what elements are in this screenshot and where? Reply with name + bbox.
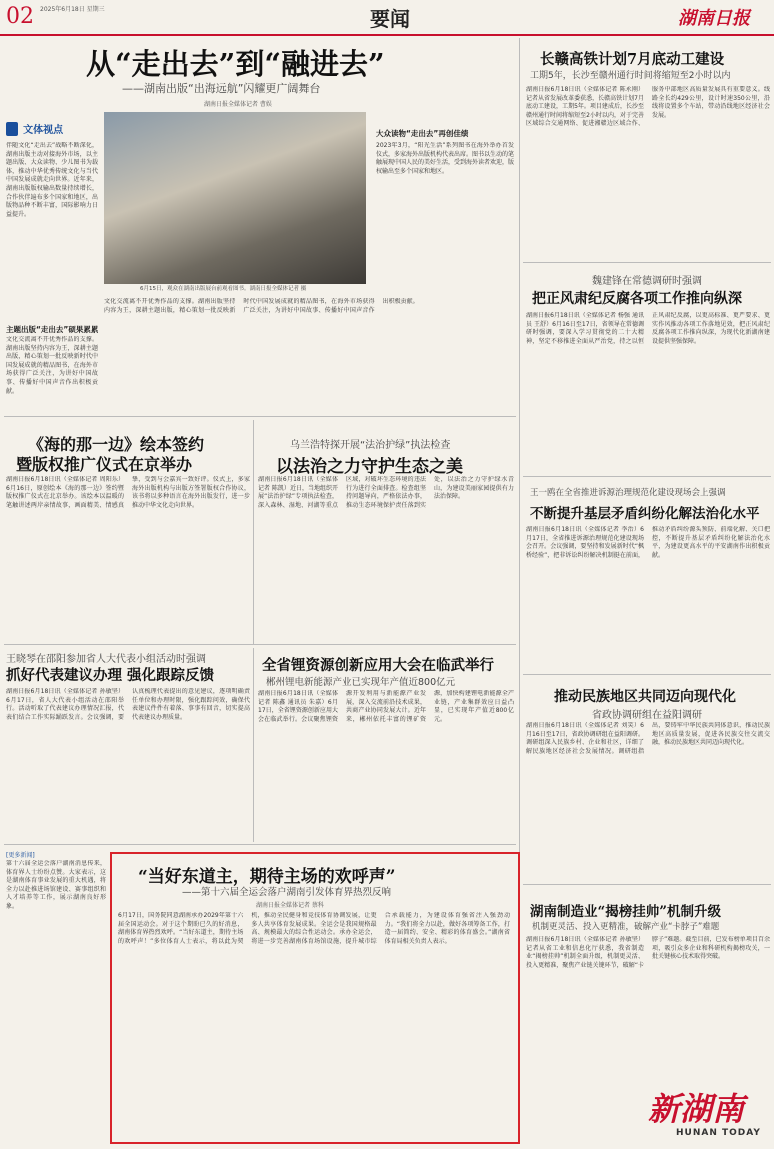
sea-title-line2: 暨版权推广仪式在京举办 <box>16 455 193 474</box>
rail-divider-2 <box>523 476 771 477</box>
culture-icon <box>6 122 18 136</box>
footer-logo: 新湖南 <box>648 1090 745 1128</box>
sidebar-body: 第十六届全运会落户湖南消息传来，体育界人士纷纷点赞。大家表示，这是湖南体育事业发展的重大机遇，将全力以赴推进场馆建设、赛事组织和人才培养等工作，展示湖南良好形象。 <box>6 860 106 910</box>
lead-body-2: 文化交流离不开优秀作品的支撑。湖南出版坚持内容为王，深耕主题出版，精心策划一批反映新时代中国发展成就的精品图书，在海外市场获得广泛关注，为讲好中国故事、传播好中国声音作出积极贡献。 <box>6 336 98 395</box>
rail-a4-subtitle: 省政协调研组在益阳调研 <box>592 710 702 721</box>
lead-body-1: 伴随文化“走出去”战略不断深化，湖南出版主动对接海外市场，以主题出版、大众读物、少儿图书为载体，推动中华优秀传统文化与当代中国发展成就走向世界。近年来，湖南出版版权输出数量持续增长，合作伙伴遍布多个国家和地区，出版物品种不断丰富，国际影响力日益提升。 <box>6 142 98 218</box>
lead-section-head-2: 大众读物“走出去”再创佳绩 <box>376 129 469 138</box>
section-title: 要闻 <box>370 7 410 31</box>
rep-title: 抓好代表建议办理 强化跟踪反馈 <box>6 667 215 684</box>
sea-body: 湖南日报6月18日讯（全媒体记者 周阳乐）6月16日，原创绘本《海的那一边》签约暨版权推广仪式在北京举办。该绘本以温暖的笔触讲述两岸亲情故事，画面精美、情感真挚，受到与会嘉宾一致好评。仪式上，多家海外出版机构与出版方签署版权合作协议，该书将以多种语言在海外出版发行，进一步推动中华文化走向世界。 <box>6 476 250 509</box>
lead-subtitle: ——湖南出版“出海远航”闪耀更广阔舞台 <box>122 82 321 95</box>
rail-a5-body: 湖南日报6月18日讯（全媒体记者 孙敏坚）记者从省工业和信息化厅获悉，我省制造业“揭榜挂帅”机制全面升级，机制更灵活、投入更精准，聚焦产业链关键环节，破解“卡脖子”难题。截至目前，已发布榜单项目百余项，吸引众多企业和科研机构揭榜攻关，一批关键核心技术取得突破。 <box>526 936 770 969</box>
lead-photo <box>104 112 366 284</box>
rail-a5-subtitle: 机制更灵活、投入更精准，破解产业“卡脖子”难题 <box>532 922 720 932</box>
rail-divider-4 <box>523 884 771 885</box>
rail-a3-title: 不断提升基层矛盾纠纷化解法治化水平 <box>530 506 760 522</box>
lead-body-continued: 文化交流离不开优秀作品的支撑。湖南出版坚持内容为王，深耕主题出版，精心策划一批反映新时代中国发展成就的精品图书，在海外市场获得广泛关注，为讲好中国故事、传播好中国声音作出积极贡献。 <box>104 298 419 314</box>
rep-body: 湖南日报6月18日讯（全媒体记者 孙敏坚）6月17日，省人大代表小组活动在邵阳举行。活动听取了代表建议办理情况汇报，代表们结合工作实际踊跃发言。会议强调，要认真梳理代表提出的意见建议，逐项明确责任单位和办理时限，强化跟踪问效，确保代表建议件件有着落、事事有回音，切实提高代表建议办理质量。 <box>6 688 250 721</box>
metal-subtitle: 郴州锂电新能源产业已实现年产值近800亿元 <box>266 677 456 688</box>
eco-title-top: 乌兰浩特探开展“法治护绿”执法检查 <box>290 440 451 451</box>
feature-byline: 湖南日报全媒体记者 蔡科 <box>256 902 324 909</box>
feature-title: “当好东道主，期待主场的欢呼声” <box>138 867 396 887</box>
divider-sea-eco <box>253 420 254 644</box>
sea-title-line1: 《海的那一边》绘本签约 <box>28 435 205 454</box>
divider-mid <box>4 644 516 645</box>
rail-divider-1 <box>523 262 771 263</box>
eco-title: 以法治之力守护生态之美 <box>276 457 463 477</box>
divider-lead <box>4 416 516 417</box>
rail-divider-3 <box>523 674 771 675</box>
rep-title-top: 王晓琴在邵阳参加省人大代表小组活动时强调 <box>6 654 206 665</box>
divider-lower <box>4 844 516 845</box>
lead-photo-caption: 6月15日，观众在湖南出版展台前观看图书。湖南日报全媒体记者 摄 <box>140 286 307 292</box>
newspaper-brand: 湖南日报 <box>678 8 750 29</box>
rail-a3-body: 湖南日报6月18日讯（全媒体记者 李治）6月17日，全省推进诉源治理规范化建设现场会召开。会议强调，要坚持和发展新时代“枫桥经验”，把非诉讼纠纷解决机制挺在前面，推动矛盾纠纷源头预防、前端化解、关口把控，不断提升基层矛盾纠纷化解法治化水平，为建设更高水平的平安湖南作出积极贡献。 <box>526 526 770 559</box>
metal-title: 全省锂资源创新应用大会在临武举行 <box>262 657 494 674</box>
eco-body: 湖南日报6月18日讯（全媒体记者 陈凯）近日，当地组织开展“法治护绿”专项执法检查，深入森林、湿地、河湖等重点区域，对破坏生态环境的违法行为进行全面排查。检查组坚持问题导向，严格依法办事，推动生态环境保护责任落到实处，以法治之力守护绿水青山，为建设美丽家园提供有力法治保障。 <box>258 476 514 509</box>
rail-a1-body: 湖南日报6月18日讯（全媒体记者 陈永刚）记者从省发展改革委获悉，长赣高铁计划7月底动工建设，工期5年。项目建成后，长沙至赣州通行时间将缩短至2小时以内，对于完善区域综合交通网络、促进湘赣边区域合作、服务中部地区高质量发展具有重要意义。线路全长约429公里，设计时速350公里，沿线将设置多个车站，带动沿线地区经济社会发展。 <box>526 86 770 128</box>
divider-rep-metal <box>253 648 254 842</box>
feature-body: 6月17日，国务院同意湖南承办2029年第十六届全国运动会。对于这个期盼已久的好消息，湖南体育界热烈欢呼。“当好东道主，期待主场的欢呼声！”多位体育人士表示，将以此为契机，推动全民健身和竞技体育协调发展，让更多人共享体育发展成果。全运会是我国规格最高、规模最大的综合性运动会。承办全运会，将进一步完善湖南体育场馆设施，提升城市综合承载能力，为建设体育强省注入强劲动力。“我们将全力以赴，做好各项筹备工作，打造一届简约、安全、精彩的体育盛会。”湖南省体育局相关负责人表示。 <box>118 912 510 945</box>
rail-a2-top: 魏建锋在常德调研时强调 <box>592 276 702 287</box>
column-tag-label: 文体视点 <box>23 125 64 136</box>
rail-a4-body: 湖南日报6月18日讯（全媒体记者 刘笑）6月16日至17日，省政协调研组在益阳调研。调研组深入民族乡村、企业和社区，详细了解民族地区经济社会发展情况。调研组指出，要铸牢中华民族共同体意识，推动民族地区高质量发展，促进各民族交往交流交融，推动民族地区共同迈向现代化。 <box>526 722 770 755</box>
metal-body: 湖南日报6月18日讯（全媒体记者 陈鑫 通讯员 朱嘉）6月17日，全省锂资源创新应用大会在临武举行。会议聚焦锂资源开发利用与新能源产业发展，深入交流前沿技术成果，共商产业协同发展大计。近年来，郴州依托丰富的锂矿资源，加快构建锂电新能源全产业链，产业集群效应日益凸显，已实现年产值近800亿元。 <box>258 690 514 723</box>
rail-a3-top: 王一鸥在全省推进诉源治理规范化建设现场会上强调 <box>530 488 726 498</box>
rail-a2-body: 湖南日报6月18日讯（全媒体记者 杨强 通讯员 王舒）6月16日至17日，省领导在常德调研时强调，要深入学习贯彻党的二十大精神，坚定不移推进全面从严治党，持之以恒正风肃纪反腐，以更高标准、更严要求、更实作风推动各项工作落地见效，把正风肃纪反腐各项工作推向纵深，为现代化新湖南建设提供坚强保障。 <box>526 312 770 345</box>
page-number: 02 <box>6 4 34 29</box>
feature-subtitle: ——第十六届全运会落户湖南引发体育界热烈反响 <box>182 887 392 898</box>
lead-title: 从“走出去”到“融进去” <box>86 47 385 81</box>
sidebar-tag: [更多新闻] <box>6 852 35 859</box>
column-tag <box>6 118 98 136</box>
issue-date: 2025年6月18日 星期三 <box>40 6 105 13</box>
rail-a5-title: 湖南制造业“揭榜挂帅”机制升级 <box>530 904 722 920</box>
rail-a4-title: 推动民族地区共同迈向现代化 <box>554 689 736 705</box>
rail-a2-title: 把正风肃纪反腐各项工作推向纵深 <box>532 291 742 307</box>
lead-body-3: 2023年3月，“阳光生活”系列图书在海外举办首发仪式，多家海外出版机构代表出席。图书以生动的笔触展现中国人民的美好生活，受到海外读者欢迎，版权输出至多个国家和地区。 <box>376 142 514 175</box>
lead-section-head-1: 主题出版“走出去”硕果累累 <box>6 325 99 334</box>
rail-a1-title: 长赣高铁计划7月底动工建设 <box>540 51 725 68</box>
footer-logo-english: HUNAN TODAY <box>676 1128 761 1138</box>
rail-a1-subtitle: 工期5年，长沙至赣州通行时间将缩短至2小时以内 <box>530 71 731 81</box>
lead-byline: 湖南日报全媒体记者 曹娱 <box>204 101 272 108</box>
